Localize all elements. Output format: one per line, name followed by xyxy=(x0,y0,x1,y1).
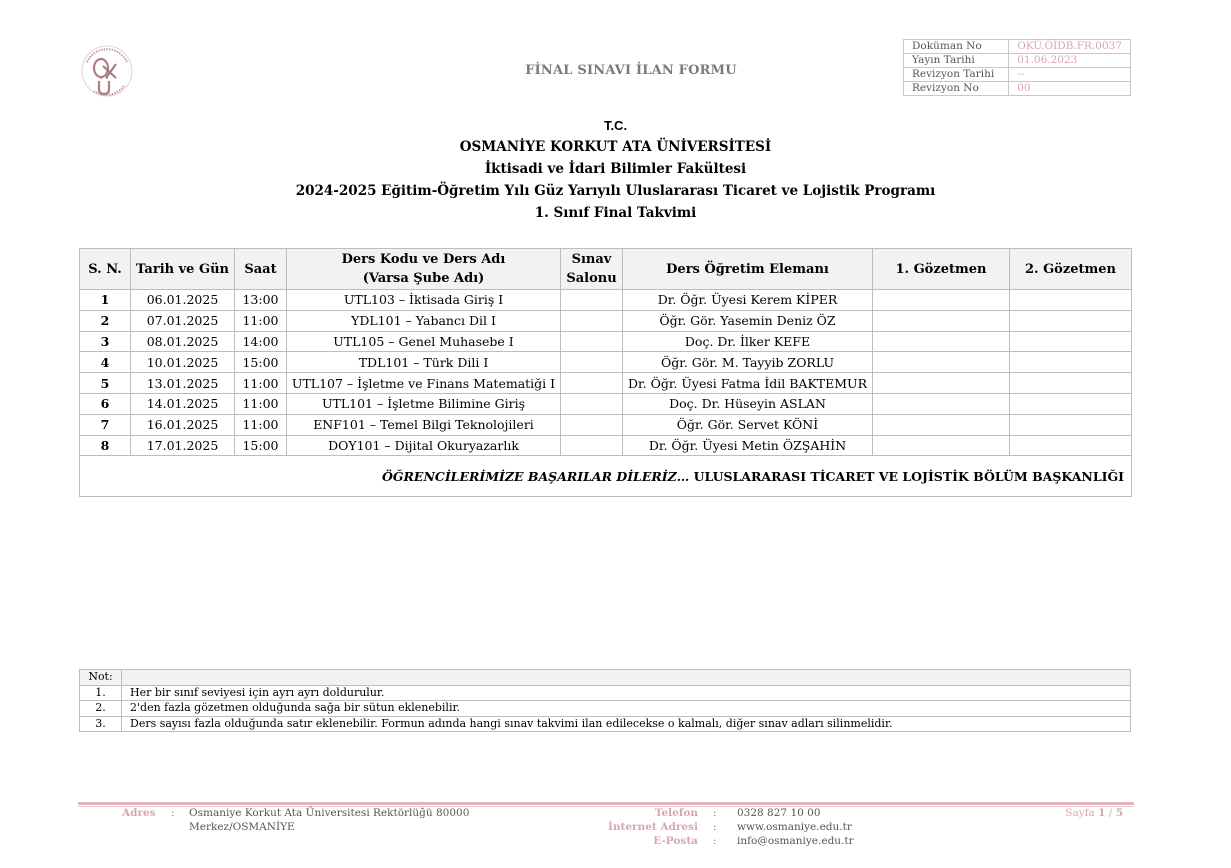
cell-time: 15:00 xyxy=(235,352,287,373)
cell-date: 10.01.2025 xyxy=(131,352,235,373)
cell-date: 14.01.2025 xyxy=(131,393,235,414)
doc-info-key: Revizyon Tarihi xyxy=(904,68,1009,82)
cell-date: 08.01.2025 xyxy=(131,331,235,352)
table-row xyxy=(80,373,1132,394)
footer-separator: : xyxy=(171,807,175,819)
cell-sn: 1 xyxy=(80,290,131,311)
form-title: FİNAL SINAVI İLAN FORMU xyxy=(525,63,737,78)
page-current: 1 xyxy=(1098,807,1106,819)
page-indicator xyxy=(1040,806,1123,820)
cell-sn: 7 xyxy=(80,414,131,435)
header-proctor2: 2. Gözetmen xyxy=(1010,249,1132,290)
cell-proctor1 xyxy=(873,331,1010,352)
cell-proctor1 xyxy=(873,310,1010,331)
footer-phone: 0328 827 10 00 xyxy=(737,807,821,819)
cell-sn: 2 xyxy=(80,310,131,331)
footer-web-label: İnternet Adresi xyxy=(607,821,698,833)
cell-instructor: Doç. Dr. İlker KEFE xyxy=(623,331,873,352)
cell-room xyxy=(561,414,623,435)
doc-info-value: 01.06.2023 xyxy=(1009,54,1131,68)
doc-info-key: Yayın Tarihi xyxy=(904,54,1009,68)
table-row xyxy=(80,352,1132,373)
header-time: Saat xyxy=(235,249,287,290)
cell-sn: 5 xyxy=(80,373,131,394)
note-number: 2. xyxy=(80,701,122,717)
cell-time: 11:00 xyxy=(235,414,287,435)
cell-proctor2 xyxy=(1010,373,1132,394)
footer-divider xyxy=(78,802,1134,805)
cell-instructor: Doç. Dr. Hüseyin ASLAN xyxy=(623,393,873,414)
cell-room xyxy=(561,331,623,352)
page-slash: / xyxy=(1108,807,1113,819)
cell-room xyxy=(561,290,623,311)
heading-calendar: 1. Sınıf Final Takvimi xyxy=(534,205,697,221)
footer-phone-label: Telefon xyxy=(654,807,698,819)
cell-date: 07.01.2025 xyxy=(131,310,235,331)
cell-proctor2 xyxy=(1010,414,1132,435)
doc-info-row xyxy=(904,54,1131,68)
cell-instructor: Dr. Öğr. Üyesi Kerem KİPER xyxy=(623,290,873,311)
cell-date: 17.01.2025 xyxy=(131,435,235,456)
note-text: Ders sayısı fazla olduğunda satır eklenebilir. Formun adında hangi sınav takvimi ilan edilecekse o kalmalı, diğer sınav adları silinmelidir. xyxy=(122,716,1131,732)
cell-proctor2 xyxy=(1010,290,1132,311)
cell-sn: 8 xyxy=(80,435,131,456)
cell-proctor1 xyxy=(873,352,1010,373)
cell-proctor1 xyxy=(873,373,1010,394)
document-info-table xyxy=(903,39,1131,96)
header-room-line2: Salonu xyxy=(566,271,617,286)
doc-info-row xyxy=(904,40,1131,54)
cell-room xyxy=(561,435,623,456)
header-sn: S. N. xyxy=(80,249,131,290)
cell-time: 14:00 xyxy=(235,331,287,352)
cell-date: 06.01.2025 xyxy=(131,290,235,311)
cell-proctor2 xyxy=(1010,435,1132,456)
header-room-line1: Sınav xyxy=(571,252,612,267)
note-row xyxy=(80,716,1131,732)
note-text: Her bir sınıf seviyesi için ayrı ayrı doldurulur. xyxy=(122,685,1131,701)
cell-time: 11:00 xyxy=(235,373,287,394)
footer-email-label: E-Posta xyxy=(653,835,698,847)
header-course-line1: Ders Kodu ve Ders Adı xyxy=(341,252,506,267)
heading-program: 2024-2025 Eğitim-Öğretim Yılı Güz Yarıyılı Uluslararası Ticaret ve Lojistik Programı xyxy=(295,183,936,199)
doc-info-value: OKÜ.ÖİDB.FR.0037 xyxy=(1009,40,1131,54)
cell-course: DOY101 – Dijital Okuryazarlık xyxy=(287,435,561,456)
cell-room xyxy=(561,373,623,394)
doc-info-key: Doküman No xyxy=(904,40,1009,54)
table-row xyxy=(80,290,1132,311)
cell-course: YDL101 – Yabancı Dil I xyxy=(287,310,561,331)
cell-date: 13.01.2025 xyxy=(131,373,235,394)
header-date: Tarih ve Gün xyxy=(131,249,235,290)
cell-sn: 3 xyxy=(80,331,131,352)
note-text: 2'den fazla gözetmen olduğunda sağa bir sütun eklenebilir. xyxy=(122,701,1131,717)
footer-separator: : xyxy=(713,835,717,847)
heading-university: OSMANİYE KORKUT ATA ÜNİVERSİTESİ xyxy=(459,139,772,155)
table-row xyxy=(80,393,1132,414)
cell-proctor1 xyxy=(873,290,1010,311)
cell-sn: 6 xyxy=(80,393,131,414)
cell-proctor2 xyxy=(1010,331,1132,352)
cell-instructor: Dr. Öğr. Üyesi Fatma İdil BAKTEMUR xyxy=(623,373,873,394)
cell-date: 16.01.2025 xyxy=(131,414,235,435)
cell-room xyxy=(561,352,623,373)
cell-proctor1 xyxy=(873,414,1010,435)
heading-faculty: İktisadi ve İdari Bilimler Fakültesi xyxy=(484,161,747,177)
cell-proctor1 xyxy=(873,435,1010,456)
footer-email-link[interactable]: info@osmaniye.edu.tr xyxy=(737,835,854,847)
note-number: 3. xyxy=(80,716,122,732)
cell-sn: 4 xyxy=(80,352,131,373)
cell-time: 13:00 xyxy=(235,290,287,311)
cell-instructor: Öğr. Gör. Yasemin Deniz ÖZ xyxy=(623,310,873,331)
note-row xyxy=(80,701,1131,717)
doc-info-key: Revizyon No xyxy=(904,82,1009,96)
page-total: 5 xyxy=(1115,807,1123,819)
cell-proctor2 xyxy=(1010,310,1132,331)
cell-time: 15:00 xyxy=(235,435,287,456)
cell-course: UTL101 – İşletme Bilimine Giriş xyxy=(287,393,561,414)
table-row xyxy=(80,331,1132,352)
table-row xyxy=(80,414,1132,435)
header-course xyxy=(287,249,561,290)
page-label: Sayfa xyxy=(1065,807,1095,819)
note-row xyxy=(80,685,1131,701)
cell-instructor: Öğr. Gör. M. Tayyib ZORLU xyxy=(623,352,873,373)
doc-info-value: -- xyxy=(1009,68,1131,82)
cell-instructor: Öğr. Gör. Servet KÖNİ xyxy=(623,414,873,435)
cell-course: ENF101 – Temel Bilgi Teknolojileri xyxy=(287,414,561,435)
header-room xyxy=(561,249,623,290)
cell-room xyxy=(561,310,623,331)
university-logo xyxy=(78,38,136,104)
cell-proctor1 xyxy=(873,393,1010,414)
table-row xyxy=(80,310,1132,331)
cell-course: UTL105 – Genel Muhasebe I xyxy=(287,331,561,352)
cell-course: UTL103 – İktisada Giriş I xyxy=(287,290,561,311)
cell-course: UTL107 – İşletme ve Finans Matematiği I xyxy=(287,373,561,394)
cell-time: 11:00 xyxy=(235,393,287,414)
cell-instructor: Dr. Öğr. Üyesi Metin ÖZŞAHİN xyxy=(623,435,873,456)
notes-header-row xyxy=(80,670,1131,686)
cell-room xyxy=(561,393,623,414)
header-instructor: Ders Öğretim Elemanı xyxy=(623,249,873,290)
doc-info-row xyxy=(904,68,1131,82)
footer-web-link[interactable]: www.osmaniye.edu.tr xyxy=(737,821,852,833)
footer-address-line2: Merkez/OSMANİYE xyxy=(189,821,295,833)
cell-course: TDL101 – Türk Dili I xyxy=(287,352,561,373)
cell-time: 11:00 xyxy=(235,310,287,331)
heading-tc: T.C. xyxy=(603,118,628,133)
footer-separator: : xyxy=(713,807,717,819)
footer-wish: ÖĞRENCİLERİMİZE BAŞARILAR DİLERİZ… xyxy=(381,468,690,484)
header-course-line2: (Varsa Şube Adı) xyxy=(362,271,485,286)
notes-label: Not: xyxy=(80,670,122,686)
exam-schedule-table xyxy=(79,248,1132,497)
note-number: 1. xyxy=(80,685,122,701)
table-footer-message xyxy=(80,456,1132,497)
header-proctor1: 1. Gözetmen xyxy=(873,249,1010,290)
footer-address-label: Adres xyxy=(122,807,156,819)
notes-table xyxy=(79,669,1131,732)
cell-proctor2 xyxy=(1010,352,1132,373)
cell-proctor2 xyxy=(1010,393,1132,414)
doc-info-value: 00 xyxy=(1009,82,1131,96)
notes-header-empty xyxy=(122,670,1131,686)
footer-department: ULUSLARARASI TİCARET VE LOJİSTİK BÖLÜM BAŞKANLIĞI xyxy=(689,468,1124,484)
table-footer-row xyxy=(80,456,1132,497)
table-header-row xyxy=(80,249,1132,290)
doc-info-row xyxy=(904,82,1131,96)
footer-address-line1: Osmaniye Korkut Ata Üniversitesi Rektörlüğü 80000 xyxy=(189,807,470,819)
table-row xyxy=(80,435,1132,456)
footer-separator: : xyxy=(713,821,717,833)
